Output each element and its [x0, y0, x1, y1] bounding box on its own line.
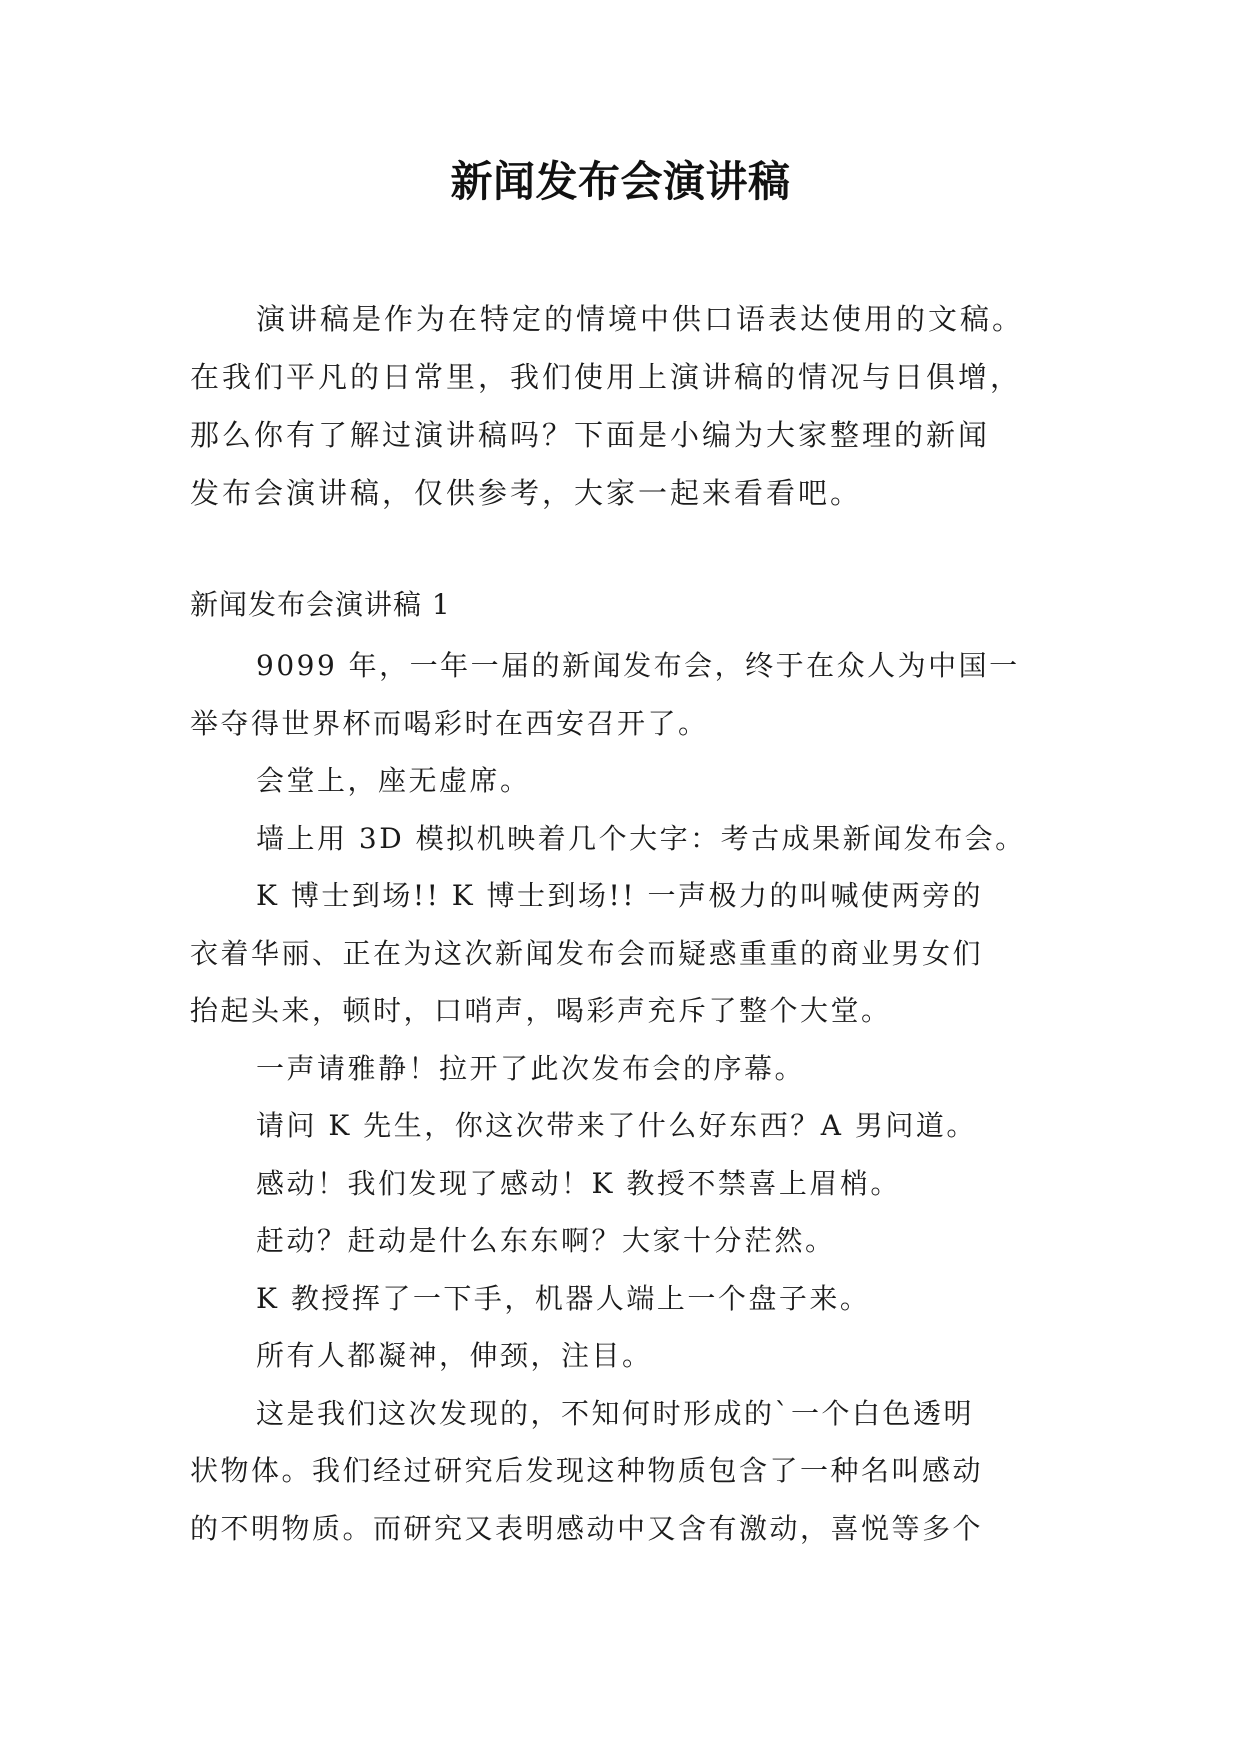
- body-line: 这是我们这次发现的，不知何时形成的`一个白色透明: [256, 1396, 975, 1430]
- body-line: 请问 K 先生，你这次带来了什么好东西？A 男问道。: [256, 1109, 977, 1142]
- document-title: 新闻发布会演讲稿: [450, 157, 791, 206]
- body-line: 墙上用 3D 模拟机映着几个大字：考古成果新闻发布会。: [256, 821, 1026, 855]
- intro-line: 发布会演讲稿，仅供参考，大家一起来看看吧。: [190, 476, 863, 510]
- body-line: K 博士到场!! K 博士到场!! 一声极力的叫喊使两旁的: [256, 879, 983, 912]
- body-paragraph: [190, 867, 1090, 1040]
- body-paragraph: [190, 1270, 1090, 1328]
- body-text: [190, 637, 1090, 1557]
- body-line: K 教授挥了一下手，机器人端上一个盘子来。: [256, 1281, 871, 1315]
- body-paragraph: [190, 1097, 1090, 1155]
- body-line: 抬起头来，顿时，口哨声，喝彩声充斥了整个大堂。: [190, 994, 892, 1027]
- body-line: 衣着华丽、正在为这次新闻发布会而疑惑重重的商业男女们: [190, 936, 984, 970]
- body-paragraph: [190, 1327, 1090, 1385]
- body-paragraph: [190, 810, 1090, 868]
- intro-paragraph: [190, 290, 1090, 522]
- body-paragraph: [190, 1385, 1090, 1558]
- body-line: 9099 年，一年一届的新闻发布会，终于在众人为中国一: [256, 649, 1020, 682]
- intro-line: 演讲稿是作为在特定的情境中供口语表达使用的文稿。: [256, 302, 1025, 336]
- body-line: 举夺得世界杯而喝彩时在西安召开了。: [190, 706, 709, 740]
- body-line: 会堂上，座无虚席。: [256, 764, 531, 797]
- body-paragraph: [190, 1155, 1090, 1213]
- body-line: 状物体。我们经过研究后发现这种物质包含了一种名叫感动: [190, 1454, 984, 1487]
- body-line: 赶动？赶动是什么东东啊？大家十分茫然。: [256, 1224, 836, 1257]
- section-heading: 新闻发布会演讲稿 1: [190, 588, 451, 621]
- body-paragraph: [190, 1040, 1090, 1098]
- intro-line: 那么你有了解过演讲稿吗？下面是小编为大家整理的新闻: [190, 418, 991, 452]
- body-paragraph: [190, 1212, 1090, 1270]
- body-line: 的不明物质。而研究又表明感动中又含有激动，喜悦等多个: [190, 1511, 984, 1545]
- body-line: 感动！我们发现了感动！K 教授不禁喜上眉梢。: [256, 1166, 901, 1200]
- body-paragraph: [190, 637, 1090, 752]
- body-line: 所有人都凝神，伸颈，注目。: [256, 1339, 653, 1372]
- intro-line: 在我们平凡的日常里，我们使用上演讲稿的情况与日俱增，: [190, 360, 1023, 394]
- body-paragraph: [190, 752, 1090, 810]
- body-line: 一声请雅静！拉开了此次发布会的序幕。: [256, 1051, 806, 1085]
